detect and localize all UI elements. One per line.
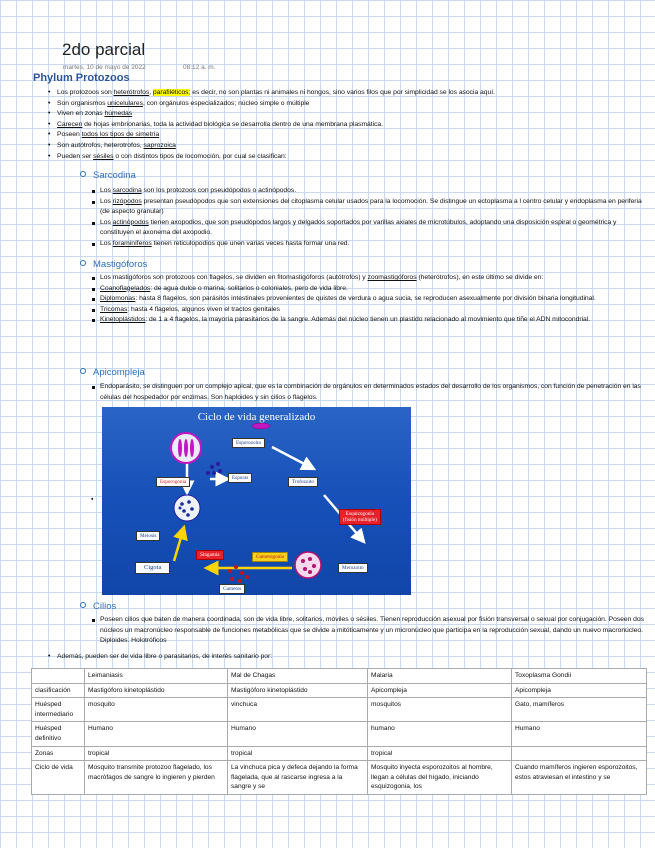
list-item: • Los protozoos son heterótrofos, parafiléticos; es decir, no son plantas ni animales ni hongos, sino varios filos que por simplicidad se los asocia aquí. [46, 88, 646, 99]
table-cell[interactable]: Huésped intermediario [32, 698, 85, 722]
list-item: Los rizópodos presentan pseudópodos que son extensiones del citoplasma celular usados para la locomoción. Se distingue un ectoplasma a l centro celular y endoplasma en periferia (de aspecto granular) [91, 197, 648, 218]
section-heading[interactable]: Phylum Protozoos [33, 72, 130, 84]
table-cell[interactable]: Huésped definitivo [32, 722, 85, 746]
list-item: Diplomonas: hasta 8 flagelos, son parásitos intestinales provenientes de quistes de verdura o agua sucia, se reproducen asexualmente por división binaria longitudinal. [91, 294, 648, 305]
circle-bullet-icon [80, 368, 86, 374]
table-cell[interactable]: Humano [512, 722, 647, 746]
table-cell[interactable] [32, 669, 85, 684]
table-cell[interactable]: La vinchuca pica y defeca dejando la forma flagelada, que al rascarse ingresa a la sangre y se [228, 761, 368, 795]
list-item: • Pueden ser sésiles o con distintos tipos de locomoción, por cual se clasifican: [46, 152, 646, 163]
table-row [32, 761, 647, 795]
label-singamia: Singamia [196, 550, 224, 560]
list-item: Coanoflagelados: de agua dulce o marina, solitarios o coloniales, pero de vida libre. [91, 284, 648, 295]
table-row [32, 722, 647, 746]
table-row [32, 746, 647, 761]
merozoite-cell [295, 552, 321, 578]
list-item: • Carecen de hojas embrionarias, toda la actividad biológica se desarrolla dentro de una membrana plasmática. [46, 120, 646, 131]
cilios-list [91, 615, 648, 647]
page-time: 08:12 a. m. [183, 64, 216, 71]
highlighted-text: parafiléticos [152, 89, 189, 96]
table-cell[interactable]: Ciclo de vida [32, 761, 85, 795]
label-merozoito: Merozoito [338, 563, 368, 573]
list-item: Kinetoplástidos: de 1 a 4 flagelos, la mayoría parasitarios de la sangre. Además del núcleo tienen un plastido relacionado al movimiento que tiñe el ADN mitocondrial. [91, 315, 648, 326]
label-esporas: Esporas [228, 473, 252, 483]
main-bullet-list [46, 88, 646, 162]
meiosis-cell [174, 495, 200, 521]
list-item: • Son organismos unicelulares, con orgánulos especializados; núcleo simple o múltiple [46, 99, 646, 110]
list-item: Los foraminíferos tienen reticulopodios que unen varias veces hasta formar una red. [91, 239, 648, 250]
list-item: Poseen cilios que baten de manera coordinada, son de vida libre, solitarios, móviles o sésiles. Tienen reproducción asexual por fisión transversal o sexual por conjugación. Poseen dos núcleos un macronúcleo responsable de funciones metabólicas que se divide a mitóticamente y un micronúcleo que participa en la reproducción sexual, dando un nuevo macronúcleo. Diploides. Holotróficos [91, 615, 648, 647]
list-item: Los actinópodos tienen axopodios, que son pseudópodos largos y delgados soportados por varillas axiales de microtúbulos, adoptando una disposición espiral o geométrica y constituyen el axonema del axopodio. [91, 218, 648, 239]
list-item: • Poseen todos los tipos de simetría [46, 130, 646, 141]
table-cell[interactable]: mosquitos [368, 698, 512, 722]
table-row [32, 683, 647, 698]
table-cell[interactable]: Humano [85, 722, 228, 746]
table-cell[interactable]: Gato, mamíferos [512, 698, 647, 722]
arrow [272, 447, 314, 469]
list-item: • Son autótrofos, heterotrofos, saprozoica [46, 141, 646, 152]
table-body [32, 669, 647, 795]
sporozoite-cap [252, 423, 270, 429]
circle-bullet-icon [80, 602, 86, 608]
image-bullet: ▪ [91, 496, 94, 503]
mastigoforos-list [91, 273, 648, 326]
table-cell[interactable]: Zonas [32, 746, 85, 761]
apicompleja-list [91, 382, 648, 403]
table-cell[interactable]: Toxoplasma Gondii [512, 669, 647, 684]
table-cell[interactable] [512, 746, 647, 761]
diagram-title: Ciclo de vida generalizado [197, 411, 316, 423]
parasite-table[interactable] [31, 668, 647, 795]
list-item: • Viven en zonas húmedas [46, 109, 646, 120]
table-cell[interactable]: Malaria [368, 669, 512, 684]
table-cell[interactable]: Mosquito inyecta esporozoitos al hombre, llegan a células del hígado, iniciando esquizogonia, los [368, 761, 512, 795]
table-cell[interactable]: Mastigóforo kinetoplástido [85, 683, 228, 698]
table-cell[interactable]: Mal de Chagas [228, 669, 368, 684]
table-cell[interactable]: humano [368, 722, 512, 746]
label-esporozoito: Esporozoito [232, 438, 265, 448]
table-cell[interactable]: Cuando mamíferos ingieren esporozoitos, estos atraviesan el intestino y se [512, 761, 647, 795]
table-cell[interactable]: Humano [228, 722, 368, 746]
arrow [174, 527, 184, 561]
table-cell[interactable]: mosquito [85, 698, 228, 722]
life-cycle-diagram[interactable] [102, 407, 411, 595]
label-gametos: Gametos [219, 584, 245, 594]
table-cell[interactable]: tropical [368, 746, 512, 761]
label-meiosis: Meiosis [136, 531, 160, 541]
label-esporogonia: Esporogonia [156, 477, 190, 487]
page-title[interactable]: 2do parcial [62, 40, 146, 59]
table-cell[interactable]: clasificación [32, 683, 85, 698]
circle-bullet-icon [80, 171, 86, 177]
subheading-cilios[interactable]: Cilios [80, 601, 116, 612]
subheading-apicompleja[interactable]: Apicompleja [80, 367, 145, 378]
table-cell[interactable]: vinchuca [228, 698, 368, 722]
label-cigota: Cigota [135, 562, 170, 574]
label-trofozoito: Trofozoito [288, 477, 318, 487]
list-item: Los mastigóforos son protozoos con flagelos, se dividen en fitomastigóforos (autótrofos) y zoomastigóforos (heterótrofos), en este último se divide en: [91, 273, 648, 284]
table-row [32, 698, 647, 722]
table-cell[interactable]: Apicompleja [368, 683, 512, 698]
list-item: Tricomas: hasta 4 flagelos, algunos viven el tractos genitales [91, 305, 648, 316]
sarcodina-list [91, 186, 648, 250]
table-cell[interactable]: Leimaniasis [85, 669, 228, 684]
table-row [32, 669, 647, 684]
page-date: martes, 10 de mayo de 2022 [63, 64, 146, 71]
spores [206, 462, 222, 475]
list-item: Endoparásito, se distinguen por un complejo apical, que es la combinación de orgánulos en determinados estados del desarrollo de los organismos, con función de penetración en las células del hospedador por enzimas. Son haploides y sin cilios o flagelos. [91, 382, 648, 403]
list-item: Los sarcodina son los protozoos con pseudópodos o actinópodos. [91, 186, 648, 197]
last-bullet-list [46, 652, 646, 663]
table-cell[interactable]: tropical [85, 746, 228, 761]
table-cell[interactable]: Apicompleja [512, 683, 647, 698]
label-esquizogonia: Esquizogonia (fisión múltiple) [339, 509, 381, 525]
table-cell[interactable]: Mosquito transmite protozoo flagelado, los macrófagos de sangre lo ingieren y pierden [85, 761, 228, 795]
table-cell[interactable]: Mastigóforo kinetoplástido [228, 683, 368, 698]
label-gametogonia: Gametogonia [252, 552, 288, 562]
circle-bullet-icon [80, 260, 86, 266]
subheading-mastigoforos[interactable]: Mastigóforos [80, 259, 147, 270]
list-item: • Además, pueden ser de vida libre o parasitarios, de interés sanitario por: [46, 652, 646, 663]
subheading-sarcodina[interactable]: Sarcodina [80, 170, 136, 181]
table-cell[interactable]: tropical [228, 746, 368, 761]
